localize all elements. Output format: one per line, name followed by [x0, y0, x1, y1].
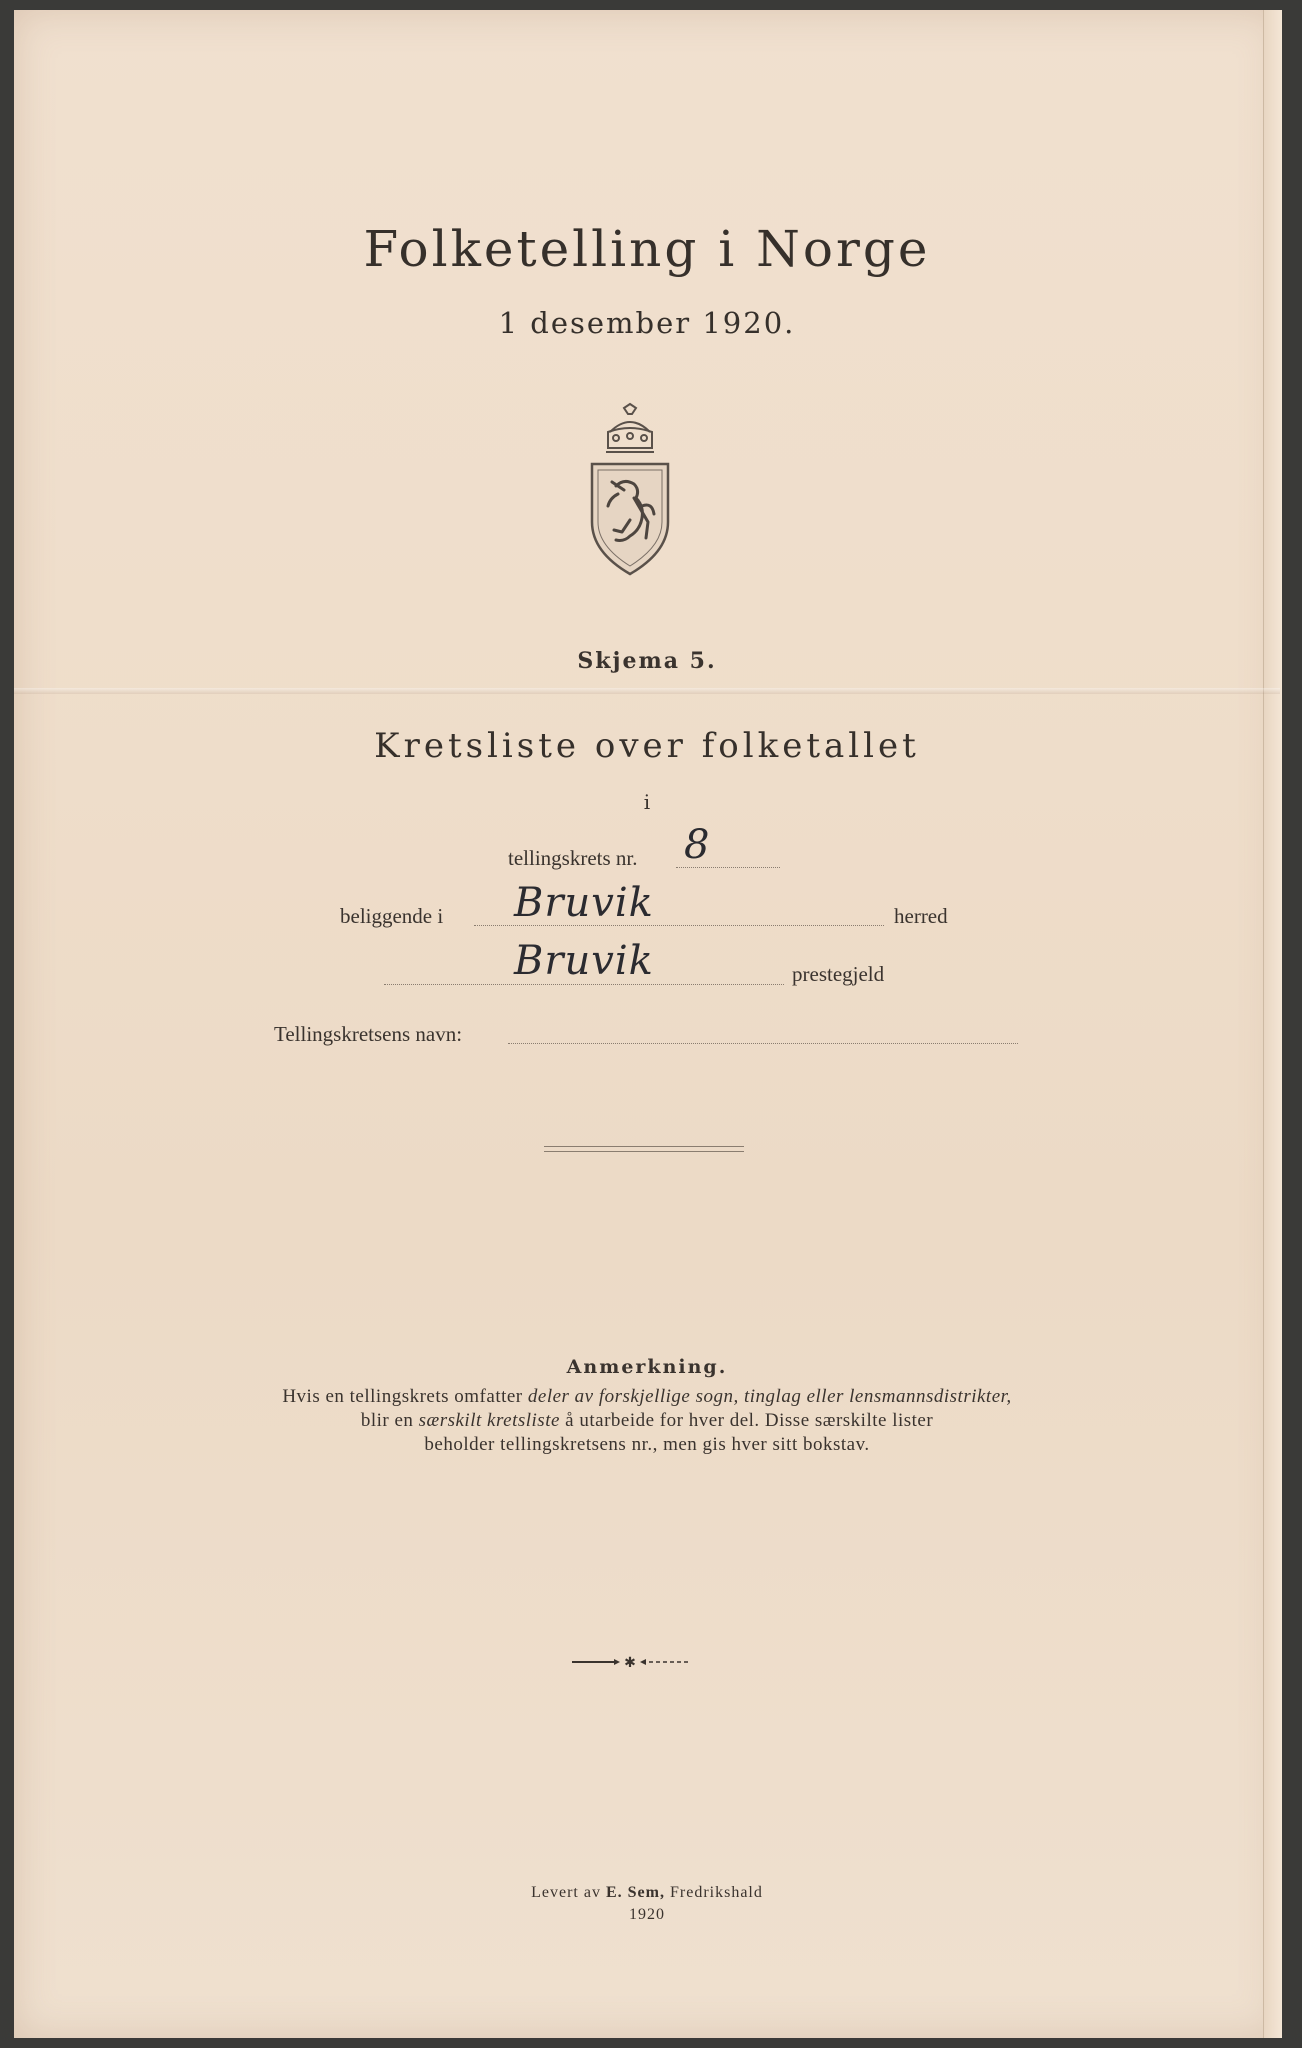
connector-word: i [643, 790, 651, 814]
herred-value: Bruvik [514, 880, 654, 926]
section-divider [544, 1146, 744, 1152]
print-year: 1920 [629, 1906, 665, 1923]
schema-label: Skjema 5. [577, 648, 717, 674]
census-form-page [14, 10, 1282, 2038]
page-title: Folketelling i Norge [363, 220, 931, 278]
svg-text:✱: ✱ [624, 1655, 636, 1670]
census-date: 1 desember 1920. [498, 306, 796, 340]
printer-credit: Levert av E. Sem, Fredrikshald [531, 1884, 763, 1901]
divider-ornament-icon [570, 1654, 690, 1670]
prestegjeld-label: prestegjeld [792, 962, 885, 986]
prestegjeld-line [384, 984, 784, 985]
krets-number-value: 8 [684, 822, 711, 868]
coat-of-arms-icon [588, 402, 672, 578]
prestegjeld-value: Bruvik [514, 938, 654, 984]
note-line-1: Hvis en tellingskrets omfatter deler av forskjellige sogn, tinglag eller lensmannsdistrikter, [282, 1386, 1012, 1407]
note-line-3: beholder tellingskretsens nr., men gis hver sitt bokstav. [424, 1434, 870, 1455]
note-line-2: blir en særskilt kretsliste å utarbeide for hver del. Disse særskilte lister [360, 1410, 934, 1431]
beliggende-label: beliggende i [340, 904, 444, 928]
form-title: Kretsliste over folketallet [374, 726, 920, 766]
note-heading: Anmerkning. [566, 1356, 728, 1378]
krets-name-line [508, 1043, 1018, 1044]
krets-name-label: Tellingskretsens navn: [274, 1022, 463, 1046]
krets-number-label: tellingskrets nr. [508, 846, 638, 870]
herred-label: herred [894, 904, 948, 928]
paper-fold [14, 688, 1280, 694]
